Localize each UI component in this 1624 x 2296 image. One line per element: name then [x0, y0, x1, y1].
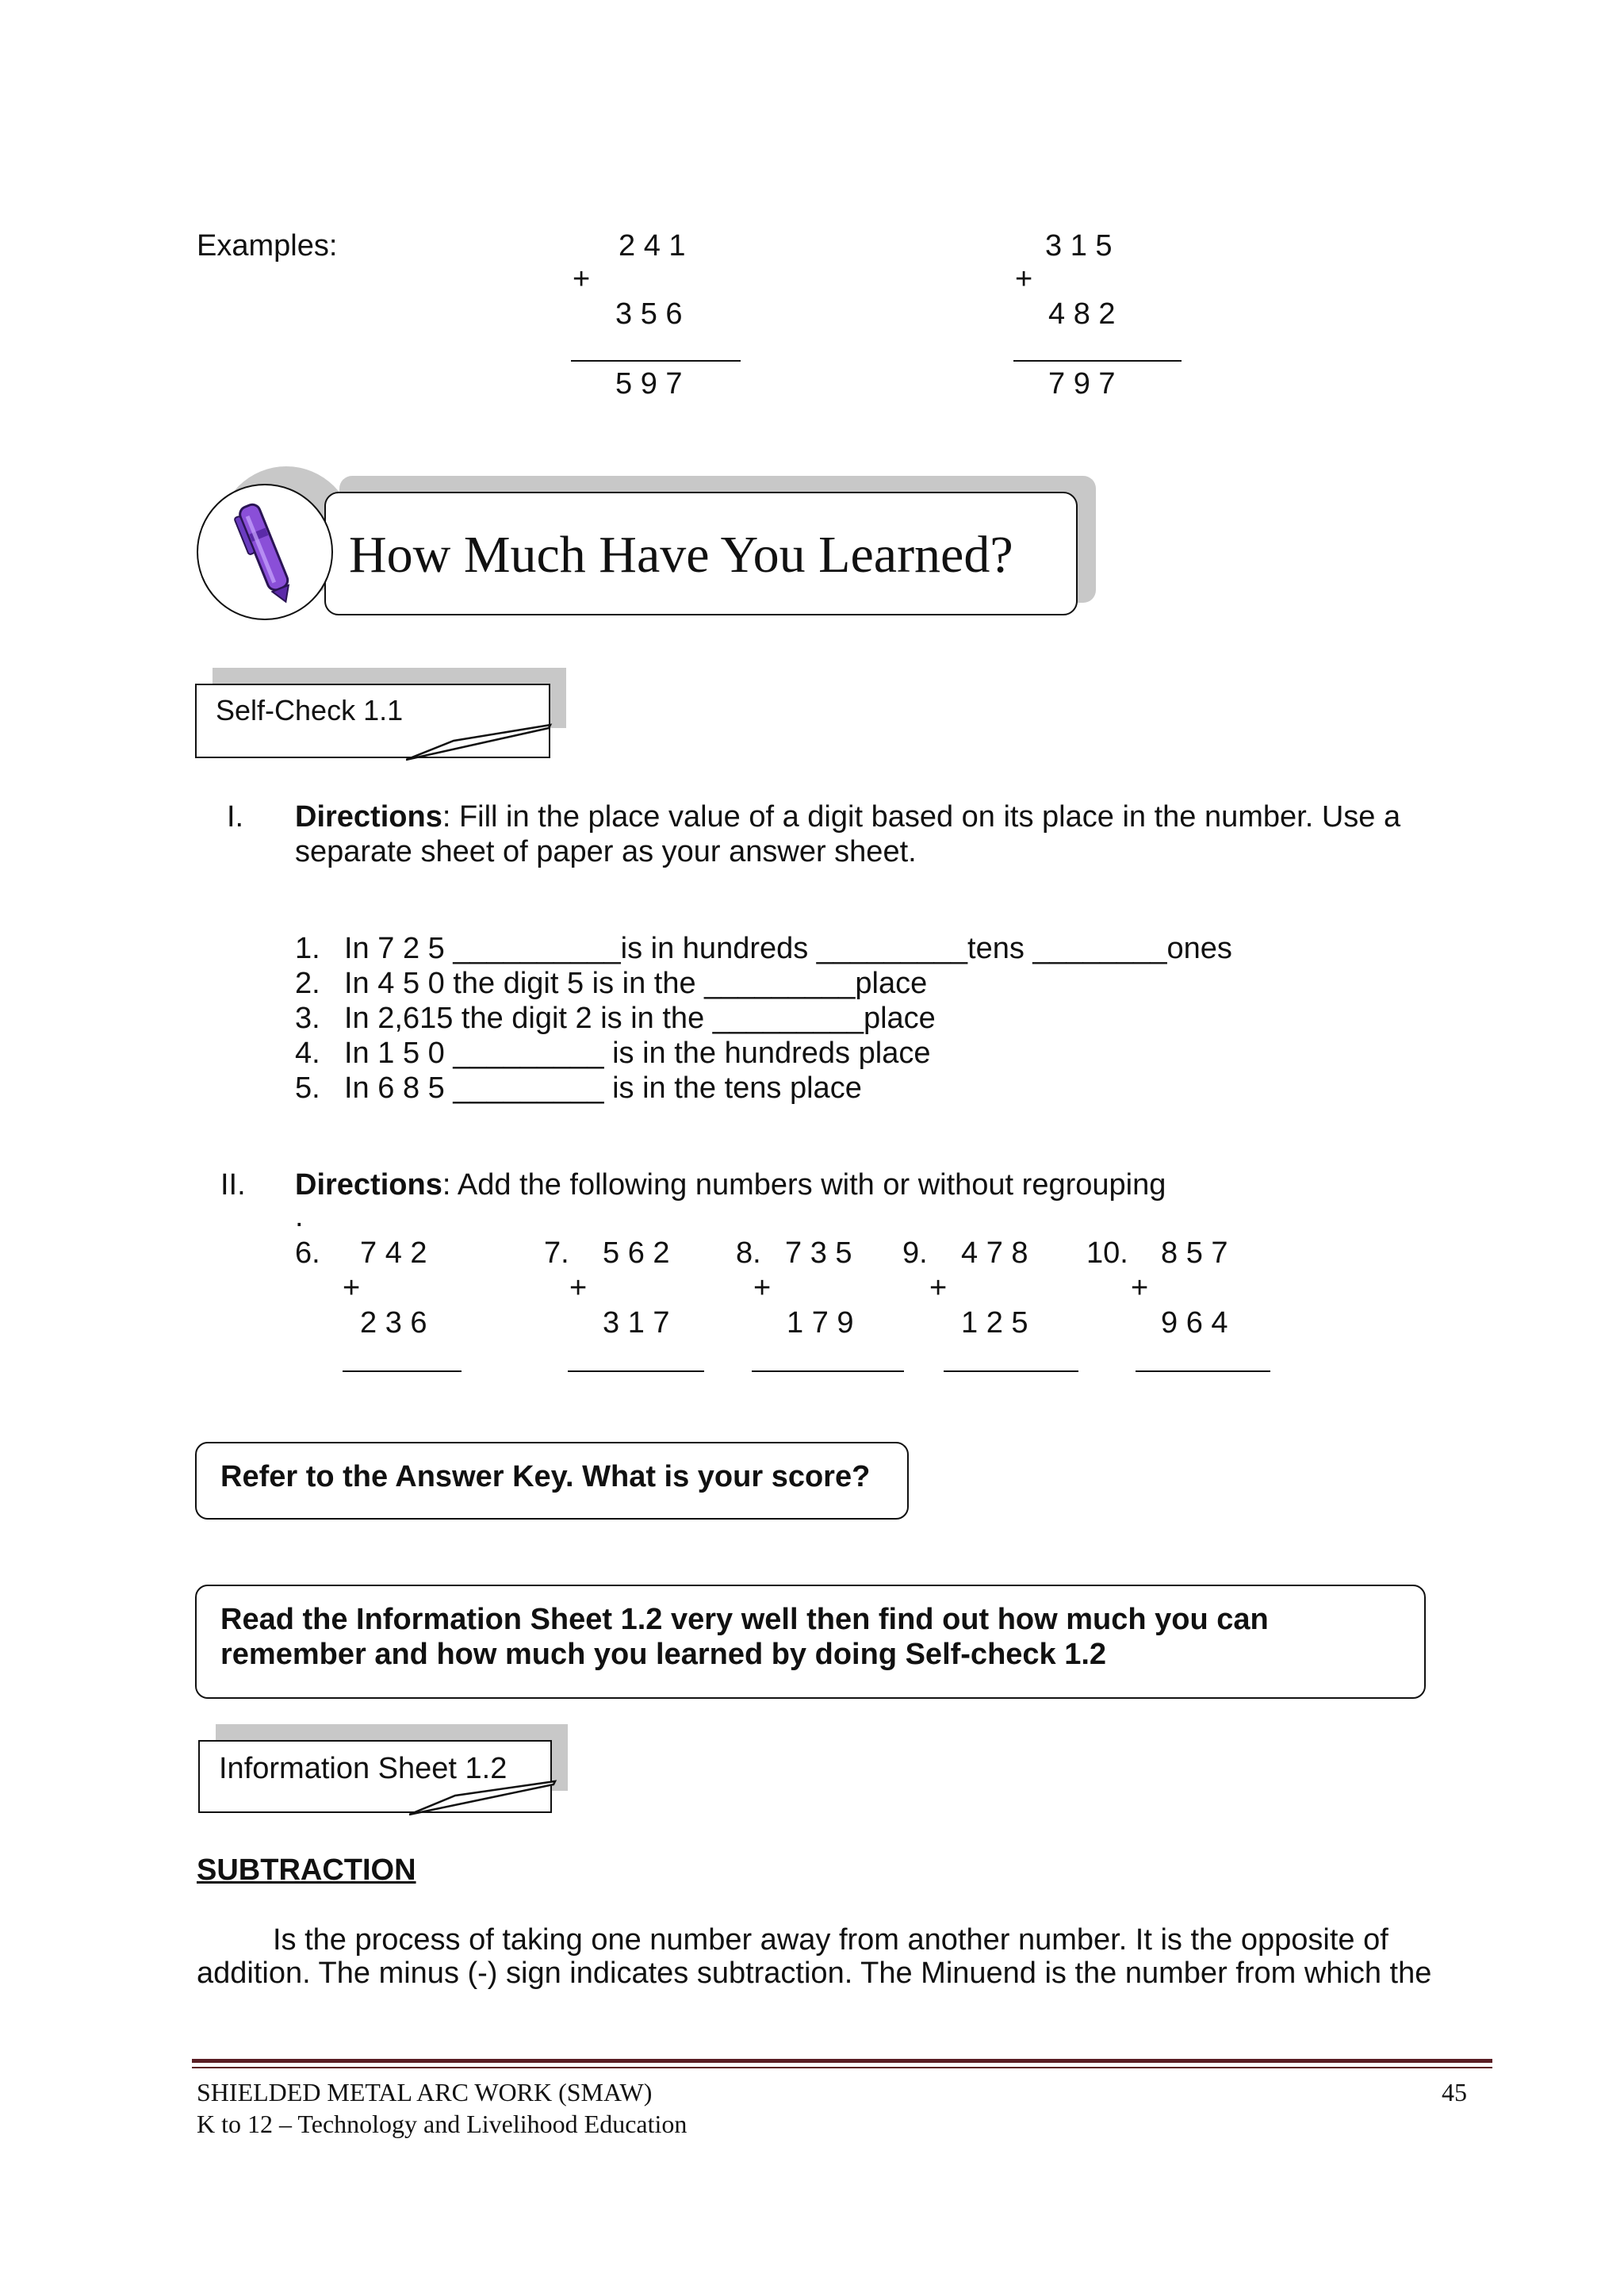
part1-item-num: 3. — [295, 1002, 320, 1035]
problem-num: 9. — [902, 1236, 928, 1270]
problem-top: 5 6 2 — [603, 1236, 670, 1270]
answer-key-text: Refer to the Answer Key. What is your score? — [220, 1460, 871, 1493]
example2-result: 7 9 7 — [1048, 367, 1116, 401]
self-check-tab-label: Self-Check 1.1 — [216, 694, 404, 726]
part1-directions-line2: separate sheet of paper as your answer sheet. — [295, 835, 917, 868]
example1-top: 2 4 1 — [619, 229, 686, 263]
problem-top: 4 7 8 — [961, 1236, 1028, 1270]
part1-item-text: In 2,615 the digit 2 is in the _________place — [344, 1002, 936, 1035]
subtraction-line2: addition. The minus (-) sign indicates subtraction. The Minuend is the number from which the — [197, 1957, 1432, 1990]
part1-item-num: 5. — [295, 1071, 320, 1105]
problem-bottom: 3 1 7 — [603, 1306, 670, 1340]
footer-rule-thin — [192, 2067, 1492, 2068]
read-instructions-line1: Read the Information Sheet 1.2 very well then find out how much you can — [220, 1603, 1269, 1636]
part1-item-num: 1. — [295, 932, 320, 965]
problem-sign: + — [343, 1271, 361, 1305]
example1-sign: + — [573, 263, 591, 296]
self-check-tab-curl — [406, 723, 557, 761]
read-instructions-line2: remember and how much you learned by doing Self-check 1.2 — [220, 1638, 1107, 1671]
problem-num: 10. — [1086, 1236, 1128, 1270]
problem-num: 6. — [295, 1236, 320, 1270]
problem-answer-line — [568, 1370, 704, 1372]
example1-bottom: 3 5 6 — [615, 297, 683, 331]
part2-directions-text: : Add the following numbers with or without regrouping — [442, 1168, 1166, 1202]
info-sheet-tab-label: Information Sheet 1.2 — [219, 1752, 508, 1785]
subtraction-heading: SUBTRACTION — [197, 1853, 416, 1887]
problem-top: 7 3 5 — [785, 1236, 852, 1270]
problem-sign: + — [929, 1271, 948, 1305]
banner-title: How Much Have You Learned? — [349, 526, 1013, 584]
banner-icon-circle — [197, 484, 333, 620]
problem-answer-line — [944, 1370, 1078, 1372]
part1-numeral: I. — [227, 800, 244, 834]
example2-rule — [1013, 360, 1182, 362]
problem-bottom: 1 7 9 — [787, 1306, 854, 1340]
problem-sign: + — [753, 1271, 772, 1305]
part2-directions-label: Directions — [295, 1168, 442, 1202]
part2-dot: . — [295, 1200, 304, 1233]
problem-num: 7. — [544, 1236, 569, 1270]
part1-item-num: 2. — [295, 967, 320, 1000]
example2-bottom: 4 8 2 — [1048, 297, 1116, 331]
problem-bottom: 9 6 4 — [1161, 1306, 1228, 1340]
page-number: 45 — [1442, 2078, 1467, 2106]
part1-item-text: In 7 2 5 __________is in hundreds _________tens ________ones — [344, 932, 1232, 965]
subtraction-line1: Is the process of taking one number away from another number. It is the opposite of — [273, 1923, 1388, 1957]
part2-numeral: II. — [220, 1168, 246, 1202]
footer-subtitle: K to 12 – Technology and Livelihood Education — [197, 2110, 688, 2138]
footer-title: SHIELDED METAL ARC WORK (SMAW) — [197, 2078, 653, 2106]
examples-label: Examples: — [197, 229, 338, 263]
example2-sign: + — [1015, 263, 1033, 296]
problem-bottom: 1 2 5 — [961, 1306, 1028, 1340]
problem-top: 8 5 7 — [1161, 1236, 1228, 1270]
problem-num: 8. — [736, 1236, 761, 1270]
example1-rule — [571, 360, 741, 362]
problem-answer-line — [343, 1370, 462, 1372]
pen-icon — [198, 485, 331, 619]
example1-result: 5 9 7 — [615, 367, 683, 401]
problem-sign: + — [569, 1271, 588, 1305]
problem-answer-line — [752, 1370, 904, 1372]
part2-directions — [295, 1167, 1166, 1202]
part1-directions-text: : Fill in the place value of a digit based on its place in the number. Use a — [442, 800, 1401, 834]
problem-bottom: 2 3 6 — [360, 1306, 427, 1340]
part1-item-num: 4. — [295, 1037, 320, 1070]
part1-directions-label: Directions — [295, 800, 442, 834]
problem-sign: + — [1131, 1271, 1149, 1305]
example2-top: 3 1 5 — [1045, 229, 1113, 263]
part1-directions — [295, 799, 1400, 834]
part1-item-text: In 6 8 5 _________ is in the tens place — [344, 1071, 862, 1105]
part1-item-text: In 4 5 0 the digit 5 is in the _________place — [344, 967, 928, 1000]
footer-rule — [192, 2059, 1492, 2063]
problem-top: 7 4 2 — [360, 1236, 427, 1270]
problem-answer-line — [1136, 1370, 1270, 1372]
part1-item-text: In 1 5 0 _________ is in the hundreds place — [344, 1037, 931, 1070]
